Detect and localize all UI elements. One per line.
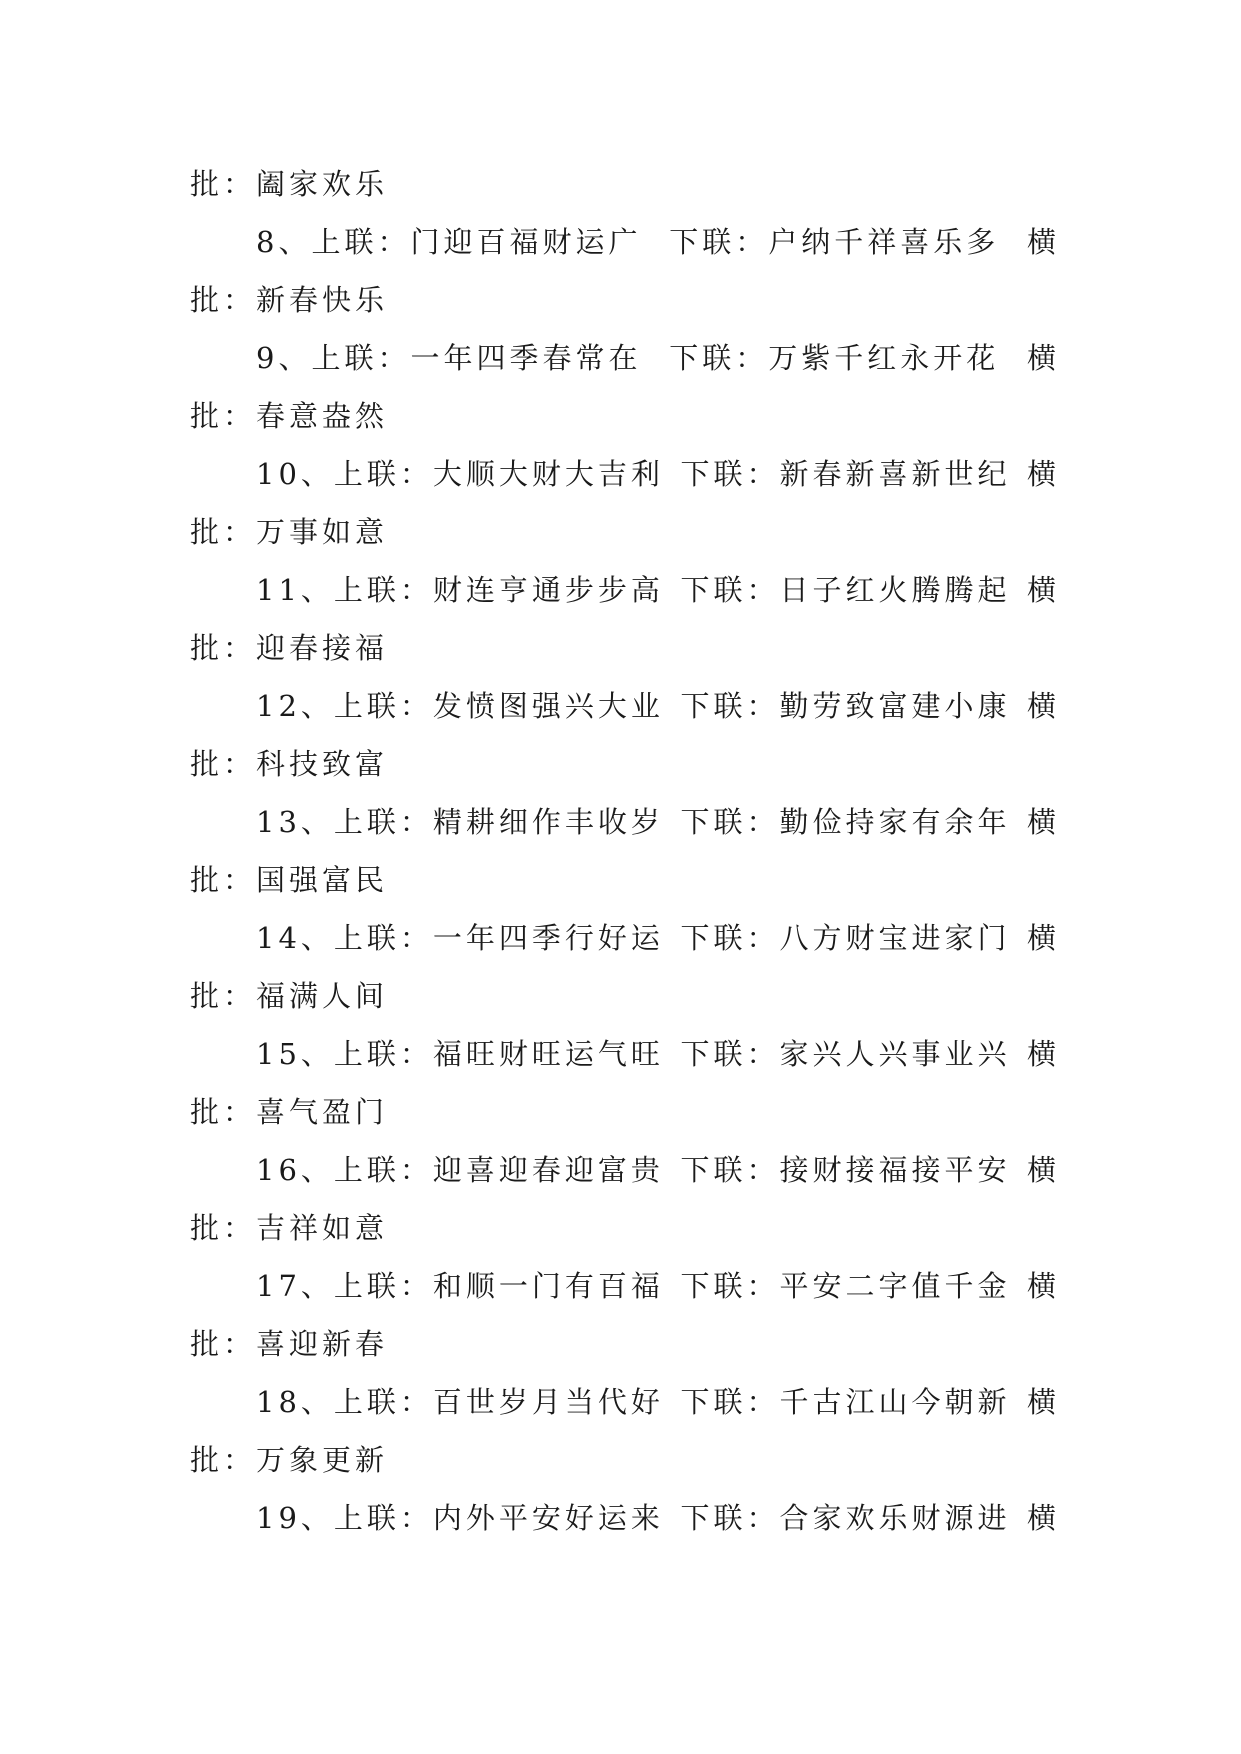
couplet-list (190, 155, 1060, 1547)
couplet-hz: 横 (1026, 1037, 1060, 1071)
continuation-line (190, 155, 1060, 213)
couplet-hz: 横 (1026, 1501, 1060, 1535)
continuation-line (190, 1315, 1060, 1373)
couplet-lead: 13、上联：精耕细作丰收岁 (256, 805, 664, 839)
continuation-line (190, 1199, 1060, 1257)
couplet-lead: 15、上联：福旺财旺运气旺 (256, 1037, 664, 1071)
continuation-line (190, 619, 1060, 677)
couplet-lead: 8、上联：门迎百福财运广 (256, 225, 642, 259)
couplet-lead: 12、上联：发愤图强兴大业 (256, 689, 664, 723)
couplet-hz: 横 (1026, 1269, 1060, 1303)
couplet-hz: 横 (1026, 457, 1060, 491)
couplet-down: 下联：家兴人兴事业兴 (680, 1037, 1011, 1071)
couplet-lead: 17、上联：和顺一门有百福 (256, 1269, 664, 1303)
couplet-hz: 横 (1026, 921, 1060, 955)
couplet-down: 下联：日子红火腾腾起 (680, 573, 1011, 607)
couplet-hz: 横 (1026, 1385, 1060, 1419)
entries (190, 213, 1060, 1547)
couplet-hz: 横 (1026, 805, 1060, 839)
couplet-lead: 9、上联：一年四季春常在 (256, 341, 642, 375)
horizontal-scroll-text: 批：国强富民 (190, 863, 389, 897)
couplet-down: 下联：新春新喜新世纪 (680, 457, 1011, 491)
couplet-entry-line (190, 561, 1060, 619)
horizontal-scroll-text: 批：春意盎然 (190, 399, 389, 433)
couplet-lead: 19、上联：内外平安好运来 (256, 1501, 664, 1535)
continuation-line (190, 967, 1060, 1025)
couplet-lead: 18、上联：百世岁月当代好 (256, 1385, 664, 1419)
horizontal-scroll-text: 批：迎春接福 (190, 631, 389, 665)
horizontal-scroll-text: 批：吉祥如意 (190, 1211, 389, 1245)
couplet-down: 下联：平安二字值千金 (680, 1269, 1011, 1303)
horizontal-scroll-text: 批：喜气盈门 (190, 1095, 389, 1129)
couplet-lead: 14、上联：一年四季行好运 (256, 921, 664, 955)
couplet-down: 下联：万紫千红永开花 (669, 341, 1000, 375)
couplet-down: 下联：八方财宝进家门 (680, 921, 1011, 955)
couplet-entry-line (190, 1025, 1060, 1083)
couplet-down: 下联：接财接福接平安 (680, 1153, 1011, 1187)
couplet-entry-line (190, 677, 1060, 735)
couplet-down: 下联：千古江山今朝新 (680, 1385, 1011, 1419)
couplet-entry-line (190, 909, 1060, 967)
couplet-hz: 横 (1026, 1153, 1060, 1187)
couplet-entry-line (190, 329, 1060, 387)
continuation-line (190, 851, 1060, 909)
couplet-down: 下联：勤俭持家有余年 (680, 805, 1011, 839)
continuation-line (190, 1431, 1060, 1489)
horizontal-scroll-text: 批：万象更新 (190, 1443, 389, 1477)
continuation-line (190, 271, 1060, 329)
continuation-line (190, 735, 1060, 793)
couplet-hz: 横 (1026, 341, 1060, 375)
couplet-entry-line (190, 793, 1060, 851)
horizontal-scroll-text: 批：万事如意 (190, 515, 389, 549)
horizontal-scroll-text: 批：科技致富 (190, 747, 389, 781)
couplet-hz: 横 (1026, 573, 1060, 607)
couplet-entry-line (190, 1141, 1060, 1199)
couplet-entry-line (190, 1257, 1060, 1315)
couplet-down: 下联：户纳千祥喜乐多 (669, 225, 1000, 259)
couplet-lead: 16、上联：迎喜迎春迎富贵 (256, 1153, 664, 1187)
couplet-entry-line (190, 445, 1060, 503)
continuation-line (190, 387, 1060, 445)
couplet-down: 下联：勤劳致富建小康 (680, 689, 1011, 723)
continuation-line (190, 503, 1060, 561)
couplet-entry-line (190, 213, 1060, 271)
horizontal-scroll-text: 批：福满人间 (190, 979, 389, 1013)
couplet-entry-line (190, 1489, 1060, 1547)
continuation-line (190, 1083, 1060, 1141)
couplet-lead: 11、上联：财连亨通步步高 (256, 573, 664, 607)
line-text: 批：阖家欢乐 (190, 167, 389, 201)
couplet-entry-line (190, 1373, 1060, 1431)
horizontal-scroll-text: 批：喜迎新春 (190, 1327, 389, 1361)
couplet-down: 下联：合家欢乐财源进 (680, 1501, 1011, 1535)
couplet-lead: 10、上联：大顺大财大吉利 (256, 457, 664, 491)
couplet-hz: 横 (1026, 689, 1060, 723)
couplet-hz: 横 (1026, 225, 1060, 259)
horizontal-scroll-text: 批：新春快乐 (190, 283, 389, 317)
